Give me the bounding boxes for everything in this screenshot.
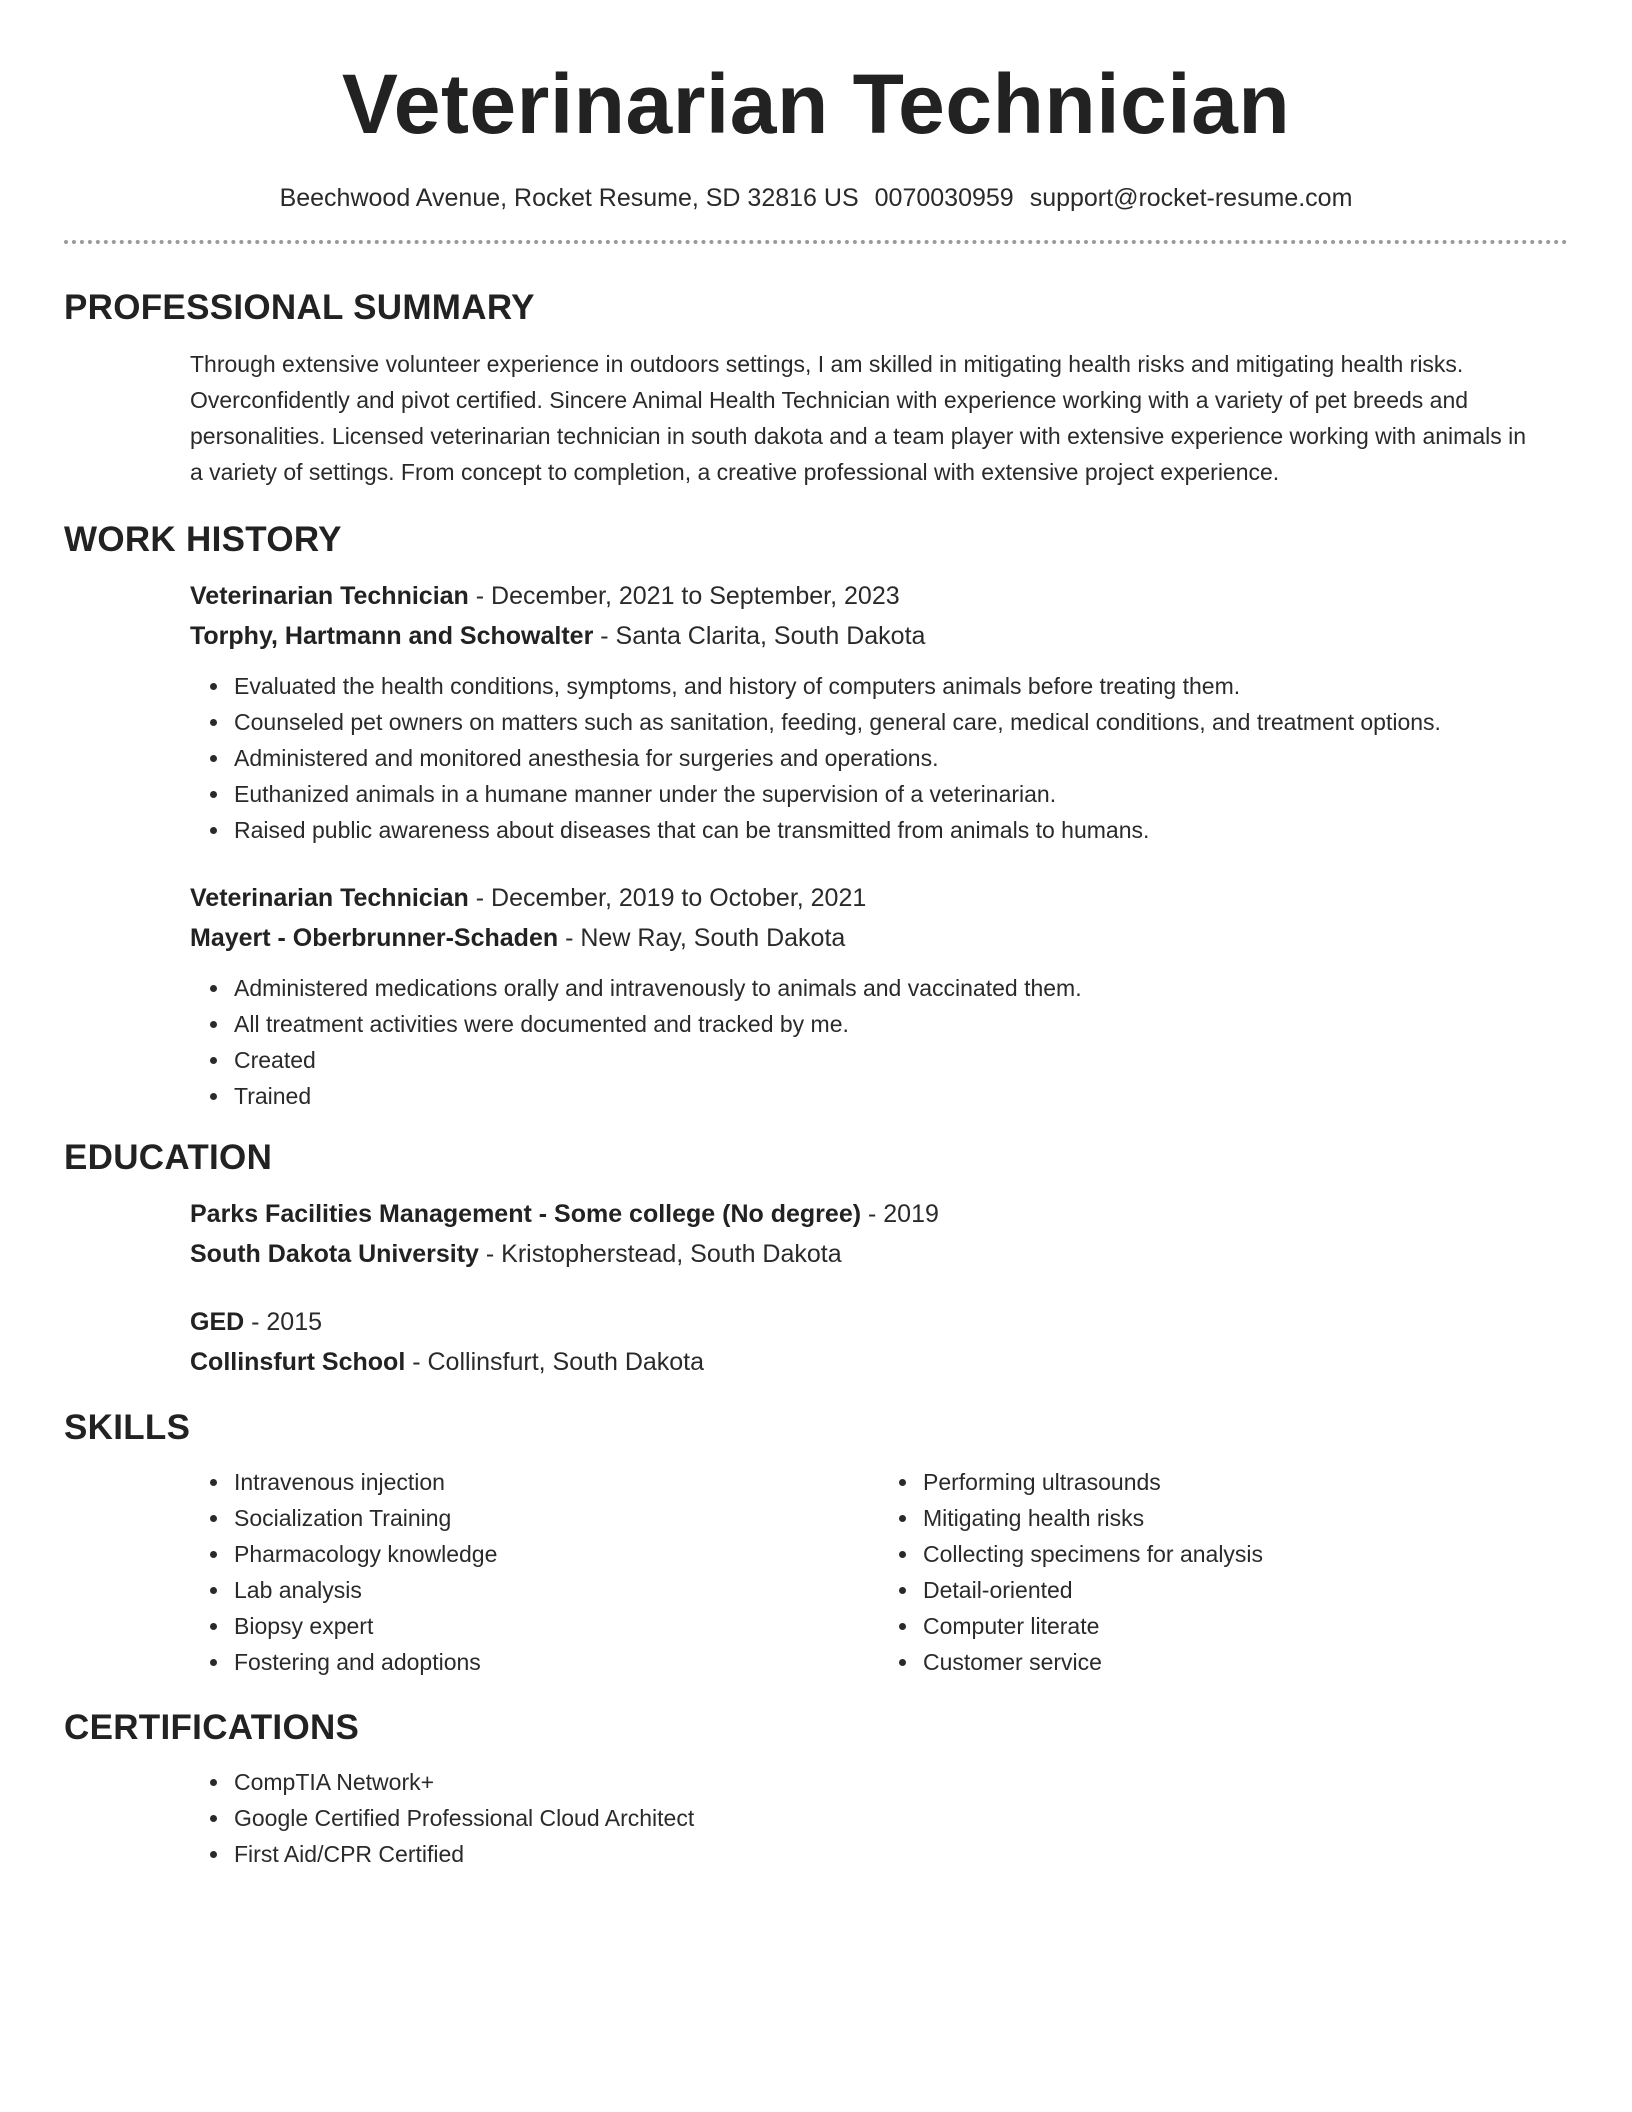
job-location: - New Ray, South Dakota [558, 924, 846, 952]
skill-item: Pharmacology knowledge [234, 1536, 879, 1572]
skill-item: Mitigating health risks [923, 1500, 1568, 1536]
job-entry [64, 878, 1568, 1114]
job-dates: - December, 2019 to October, 2021 [468, 884, 867, 912]
skill-item: Performing ultrasounds [923, 1464, 1568, 1500]
certifications-list [190, 1764, 1568, 1872]
education-year: - 2015 [244, 1308, 323, 1336]
education-entry [64, 1194, 1568, 1274]
skills-grid [64, 1464, 1568, 1680]
skill-item: Computer literate [923, 1608, 1568, 1644]
education-entry [64, 1302, 1568, 1382]
header-divider [64, 240, 1568, 244]
skill-item: Customer service [923, 1644, 1568, 1680]
resume-name: Veterinarian Technician [341, 57, 1291, 151]
education-school: Collinsfurt School [190, 1348, 406, 1376]
job-bullet-list [190, 668, 1568, 848]
job-bullet: All treatment activities were documented and tracked by me. [234, 1006, 1568, 1042]
education-degree-line [190, 1302, 1568, 1342]
contact-phone: 0070030959 [874, 184, 1014, 212]
certifications-block [64, 1764, 1568, 1872]
skill-item: Biopsy expert [234, 1608, 879, 1644]
skill-item: Fostering and adoptions [234, 1644, 879, 1680]
contact-address: Beechwood Avenue, Rocket Resume, SD 32816 US [279, 184, 859, 212]
job-bullet: Trained [234, 1078, 1568, 1114]
skill-item: Lab analysis [234, 1572, 879, 1608]
contact-line [64, 182, 1568, 214]
education-school: South Dakota University [190, 1240, 479, 1268]
section-title-certifications: CERTIFICATIONS [64, 1708, 360, 1747]
skill-item: Detail-oriented [923, 1572, 1568, 1608]
job-title-line [190, 878, 1568, 918]
certification-item: CompTIA Network+ [234, 1764, 1568, 1800]
job-location: - Santa Clarita, South Dakota [593, 622, 926, 650]
education-school-line [190, 1234, 1568, 1274]
job-bullet: Administered and monitored anesthesia for surgeries and operations. [234, 740, 1568, 776]
job-role: Veterinarian Technician [190, 582, 469, 610]
job-role: Veterinarian Technician [190, 884, 469, 912]
section-title-education: EDUCATION [64, 1138, 273, 1177]
skill-item: Socialization Training [234, 1500, 879, 1536]
skill-item: Intravenous injection [234, 1464, 879, 1500]
education-location: - Kristopherstead, South Dakota [478, 1240, 842, 1268]
skills-list-left [190, 1464, 879, 1680]
job-company: Torphy, Hartmann and Schowalter [190, 622, 594, 650]
summary-text: Through extensive volunteer experience in outdoors settings, I am skilled in mitigating health risks and mitigating health risks. Overconfidently and pivot certified. Sincere Animal Health Technician with experience working with a variety of pet breeds and personalities. Licensed veterinarian technician in south dakota and a team player with extensive experience working with animals in a variety of settings. From concept to completion, a creative professional with extensive project experience. [190, 351, 1527, 485]
job-company-line [190, 918, 1568, 958]
job-bullet: Euthanized animals in a humane manner under the supervision of a veterinarian. [234, 776, 1568, 812]
section-title-summary: PROFESSIONAL SUMMARY [64, 288, 535, 327]
contact-email: support@rocket-resume.com [1029, 184, 1353, 212]
certification-item: Google Certified Professional Cloud Architect [234, 1800, 1568, 1836]
job-title-line [190, 576, 1568, 616]
education-school-line [190, 1342, 1568, 1382]
job-entry [64, 576, 1568, 848]
education-degree: Parks Facilities Management - Some college (No degree) [190, 1200, 862, 1228]
certification-item: First Aid/CPR Certified [234, 1836, 1568, 1872]
job-company-line [190, 616, 1568, 656]
education-degree-line [190, 1194, 1568, 1234]
job-bullet: Evaluated the health conditions, symptoms, and history of computers animals before treating them. [234, 668, 1568, 704]
education-degree: GED [190, 1308, 245, 1336]
job-bullet-list [190, 970, 1568, 1114]
job-dates: - December, 2021 to September, 2023 [468, 582, 900, 610]
job-bullet: Created [234, 1042, 1568, 1078]
education-location: - Collinsfurt, South Dakota [405, 1348, 705, 1376]
job-bullet: Counseled pet owners on matters such as sanitation, feeding, general care, medical conditions, and treatment options. [234, 704, 1568, 740]
education-year: - 2019 [861, 1200, 939, 1228]
section-title-skills: SKILLS [64, 1408, 191, 1447]
summary-block [64, 346, 1568, 490]
job-company: Mayert - Oberbrunner-Schaden [190, 924, 559, 952]
skill-item: Collecting specimens for analysis [923, 1536, 1568, 1572]
section-title-work-history: WORK HISTORY [64, 520, 342, 559]
skills-list-right [879, 1464, 1568, 1680]
job-bullet: Administered medications orally and intravenously to animals and vaccinated them. [234, 970, 1568, 1006]
job-bullet: Raised public awareness about diseases that can be transmitted from animals to humans. [234, 812, 1568, 848]
